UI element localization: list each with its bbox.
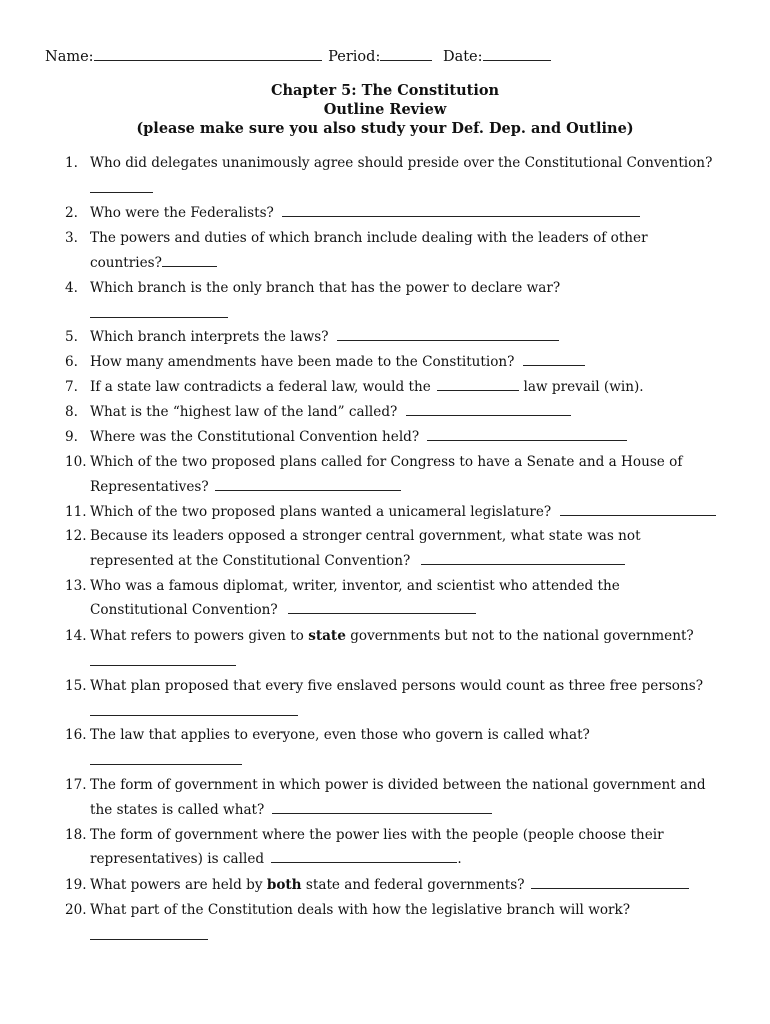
question-10: 10. Which of the two proposed plans called for Congress to have a Senate and a House of <box>65 454 683 470</box>
question-4: 4. Which branch is the only branch that has the power to declare war? <box>65 280 561 296</box>
question-4-answer-line <box>90 305 228 323</box>
answer-blank-7[interactable] <box>437 378 519 391</box>
question-10-line-2: Representatives? <box>90 478 401 496</box>
answer-blank-8[interactable] <box>406 403 571 416</box>
answer-blank-9[interactable] <box>427 428 627 441</box>
question-7: 7. If a state law contradicts a federal law, would the law prevail (win). <box>65 379 644 395</box>
question-18-line-2: representatives) is called . <box>90 851 462 867</box>
question-13-line-2: Constitutional Convention? <box>90 601 476 619</box>
answer-blank-3[interactable] <box>162 254 217 267</box>
question-9: 9. Where was the Constitutional Convention held? <box>65 428 627 446</box>
answer-blank-15[interactable] <box>90 703 298 716</box>
answer-blank-4[interactable] <box>90 305 228 318</box>
date-label: Date: <box>442 49 483 65</box>
answer-blank-13[interactable] <box>288 601 476 614</box>
question-6: 6. How many amendments have been made to the Constitution? <box>65 353 585 371</box>
question-18: 18. The form of government where the power lies with the people (people choose their <box>65 827 664 843</box>
question-8: 8. What is the “highest law of the land” called? <box>65 403 571 421</box>
student-info-line <box>45 46 551 65</box>
title-line-1: Chapter 5: The Constitution <box>270 82 500 99</box>
question-16-answer-line <box>90 752 242 770</box>
question-5: 5. Which branch interprets the laws? <box>65 328 559 346</box>
question-12: 12. Because its leaders opposed a stronger central government, what state was not <box>65 528 641 544</box>
question-13: 13. Who was a famous diplomat, writer, inventor, and scientist who attended the <box>65 578 620 594</box>
question-20-answer-line <box>90 927 208 945</box>
question-11: 11. Which of the two proposed plans wanted a unicameral legislature? <box>65 503 716 521</box>
question-19: 19. What powers are held by both state and federal governments? <box>65 876 689 894</box>
answer-blank-19[interactable] <box>531 876 689 889</box>
question-14-answer-line <box>90 653 236 671</box>
answer-blank-2[interactable] <box>282 204 640 217</box>
question-16: 16. The law that applies to everyone, even those who govern is called what? <box>65 727 590 743</box>
name-blank[interactable] <box>94 46 322 61</box>
answer-blank-1[interactable] <box>90 180 153 193</box>
name-label: Name: <box>45 49 94 65</box>
question-1: 1. Who did delegates unanimously agree should preside over the Constitutional Convention? <box>65 155 713 171</box>
title-line-3: (please make sure you also study your Def. Dep. and Outline) <box>136 120 634 137</box>
question-15: 15. What plan proposed that every five enslaved persons would count as three free persons? <box>65 678 704 694</box>
question-20: 20. What part of the Constitution deals with how the legislative branch will work? <box>65 902 631 918</box>
question-15-answer-line <box>90 703 298 721</box>
period-blank[interactable] <box>380 46 432 61</box>
answer-blank-18[interactable] <box>271 850 457 863</box>
question-3-line-2: countries? <box>90 254 217 272</box>
question-2: 2. Who were the Federalists? <box>65 204 640 222</box>
question-14: 14. What refers to powers given to state governments but not to the national government? <box>65 628 694 644</box>
period-label: Period: <box>328 49 381 65</box>
answer-blank-20[interactable] <box>90 927 208 940</box>
title-line-2: Outline Review <box>323 101 447 118</box>
answer-blank-12[interactable] <box>421 552 625 565</box>
question-3: 3. The powers and duties of which branch include dealing with the leaders of other <box>65 230 648 246</box>
question-1-answer-line <box>90 180 153 198</box>
question-12-line-2: represented at the Constitutional Convention? <box>90 552 625 570</box>
answer-blank-17[interactable] <box>272 801 492 814</box>
answer-blank-14[interactable] <box>90 653 236 666</box>
answer-blank-16[interactable] <box>90 752 242 765</box>
question-17: 17. The form of government in which power is divided between the national government and <box>65 777 706 793</box>
date-blank[interactable] <box>483 46 551 61</box>
answer-blank-11[interactable] <box>560 503 716 516</box>
answer-blank-5[interactable] <box>337 328 559 341</box>
question-17-line-2: the states is called what? <box>90 801 492 819</box>
answer-blank-6[interactable] <box>523 353 585 366</box>
answer-blank-10[interactable] <box>215 478 401 491</box>
